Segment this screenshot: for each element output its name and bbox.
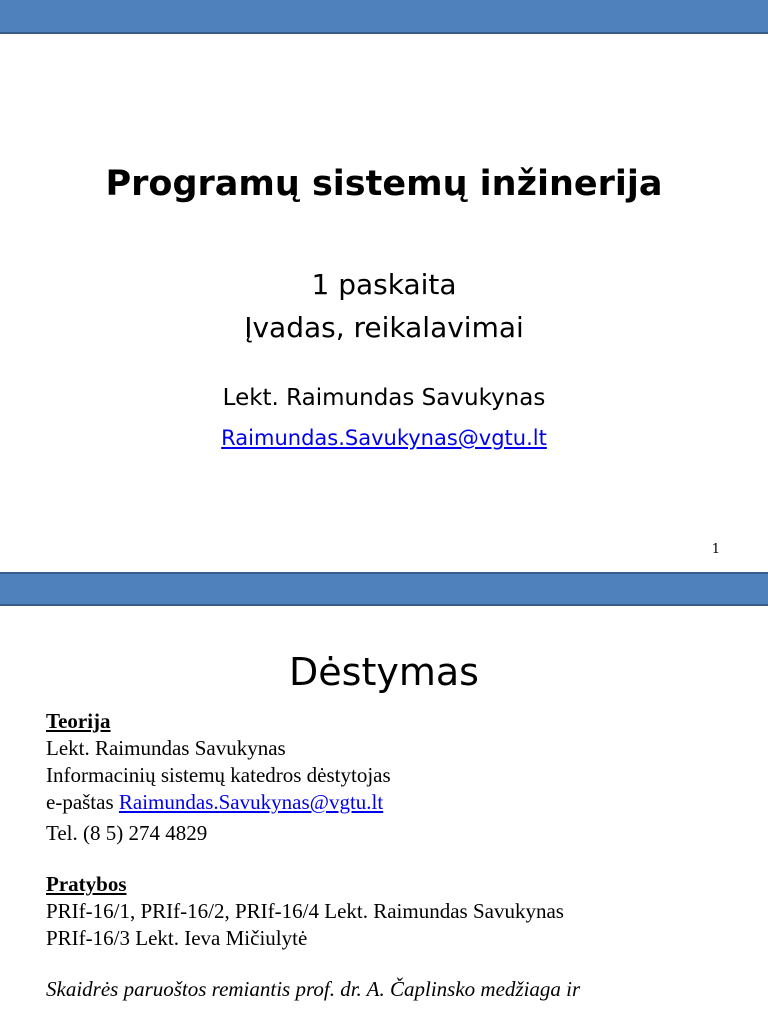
- practice-heading: Pratybos: [46, 872, 127, 896]
- slide-2-title: Dėstymas: [289, 650, 479, 694]
- practice-line-1: PRIf-16/1, PRIf-16/2, PRIf-16/4 Lekt. Raimundas Savukynas: [46, 899, 564, 923]
- theory-lecturer: Lekt. Raimundas Savukynas: [46, 736, 286, 760]
- practice-line-2: PRIf-16/3 Lekt. Ieva Mičiulytė: [46, 926, 308, 950]
- slide-1-lecture-topic: Įvadas, reikalavimai: [244, 311, 524, 344]
- phone-line: Tel. (8 5) 274 4829: [46, 821, 208, 845]
- slide-1-lecture-number: 1 paskaita: [311, 268, 457, 301]
- slide-1-email-link[interactable]: Raimundas.Savukynas@vgtu.lt: [221, 426, 547, 450]
- slides-source-note: Skaidrės paruoštos remiantis prof. dr. A. Čaplinsko medžiaga ir: [46, 977, 581, 1001]
- email-line: [46, 789, 746, 816]
- email-label: e-paštas: [46, 790, 119, 814]
- theory-heading: Teorija: [46, 709, 111, 733]
- theory-position: Informacinių sistemų katedros dėstytojas: [46, 763, 391, 787]
- slide-1-top-bar: [0, 0, 768, 34]
- slide-1-page-number: 1: [711, 542, 720, 557]
- slide-1-title: Programų sistemų inžinerija: [105, 164, 663, 204]
- slide-2-body: [46, 708, 746, 1003]
- slide-1-author: Lekt. Raimundas Savukynas: [222, 385, 546, 411]
- slide-2-email-link[interactable]: Raimundas.Savukynas@vgtu.lt: [118, 790, 384, 814]
- slide-2-top-bar: [0, 572, 768, 606]
- slide-2: [0, 572, 768, 1024]
